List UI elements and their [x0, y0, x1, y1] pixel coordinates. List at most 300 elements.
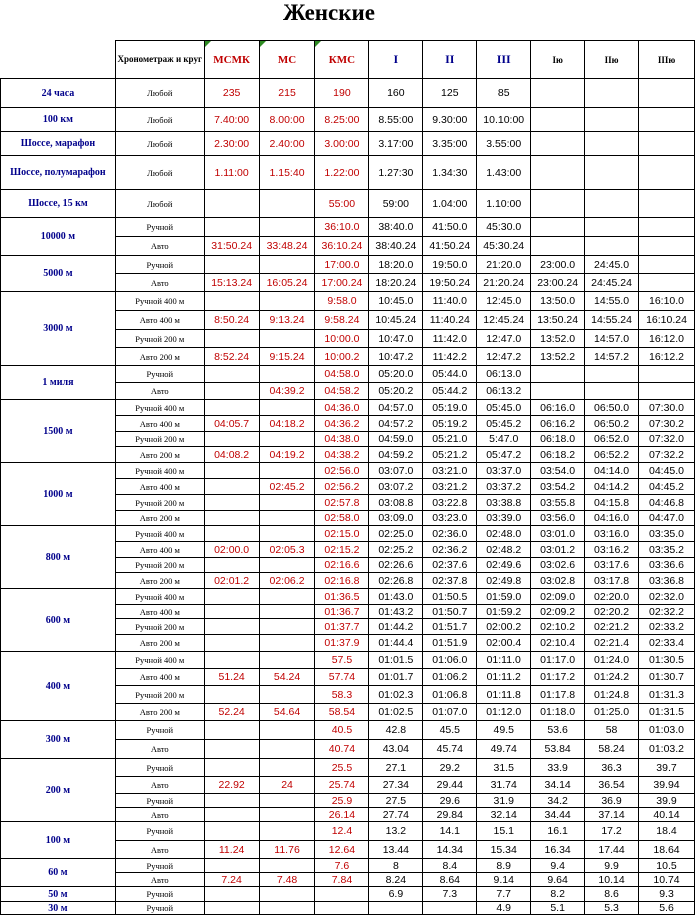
table-row — [1, 218, 695, 237]
distance-label: 3000 м — [1, 292, 116, 366]
value-cell: 04:39.2 — [259, 383, 315, 400]
value-cell: 5.1 — [531, 902, 585, 915]
value-cell: 01:30.7 — [639, 669, 695, 686]
method-label: Авто 200 м — [115, 573, 204, 589]
value-cell: 03:16.2 — [585, 542, 639, 558]
value-cell: 04:18.2 — [259, 416, 315, 432]
distance-label: 10000 м — [1, 218, 116, 256]
value-cell: 51.24 — [204, 669, 259, 686]
value-cell: 04:36.2 — [315, 416, 369, 432]
value-cell: 01:43.0 — [369, 589, 423, 605]
value-cell — [204, 759, 259, 777]
value-cell: 03:09.0 — [369, 511, 423, 526]
value-cell: 02:49.6 — [477, 558, 531, 573]
method-label: Ручной — [115, 721, 204, 740]
value-cell: 40.14 — [639, 808, 695, 822]
distance-label: 50 м — [1, 887, 116, 902]
value-cell: 04:15.8 — [585, 495, 639, 511]
value-cell: 02:09.2 — [531, 605, 585, 619]
value-cell: 11:42.0 — [423, 330, 477, 348]
value-cell: 5.6 — [639, 902, 695, 915]
method-label: Авто — [115, 873, 204, 887]
value-cell: 02:45.2 — [259, 479, 315, 495]
value-cell: 24 — [259, 777, 315, 794]
value-cell — [204, 526, 259, 542]
method-label: Ручной 200 м — [115, 619, 204, 635]
value-cell: 54.64 — [259, 704, 315, 721]
value-cell: 8.64 — [423, 873, 477, 887]
method-label: Авто 400 м — [115, 669, 204, 686]
value-cell: 16:10.0 — [639, 292, 695, 311]
value-cell: 02:00.0 — [204, 542, 259, 558]
value-cell — [259, 759, 315, 777]
value-cell — [204, 463, 259, 479]
value-cell: 39.9 — [639, 794, 695, 808]
value-cell — [531, 108, 585, 132]
method-label: Любой — [115, 108, 204, 132]
value-cell: 04:14.0 — [585, 463, 639, 479]
value-cell — [259, 822, 315, 841]
value-cell: 1.15:40 — [259, 156, 315, 190]
distance-label: 30 м — [1, 902, 116, 915]
value-cell: 4.9 — [477, 902, 531, 915]
value-cell: 10.10:00 — [477, 108, 531, 132]
value-cell: 02:49.8 — [477, 573, 531, 589]
value-cell: 01:03.2 — [639, 740, 695, 759]
value-cell: 36.3 — [585, 759, 639, 777]
value-cell: 06:13.2 — [477, 383, 531, 400]
value-cell: 53.84 — [531, 740, 585, 759]
value-cell: 58.54 — [315, 704, 369, 721]
value-cell: 1.22:00 — [315, 156, 369, 190]
value-cell: 13:50.24 — [531, 311, 585, 330]
value-cell: 7.40:00 — [204, 108, 259, 132]
value-cell — [204, 511, 259, 526]
table-row — [1, 859, 695, 873]
value-cell — [639, 256, 695, 274]
value-cell — [204, 400, 259, 416]
value-cell: 03:02.6 — [531, 558, 585, 573]
value-cell: 01:59.2 — [477, 605, 531, 619]
value-cell — [639, 132, 695, 156]
value-cell: 13:52.2 — [531, 348, 585, 366]
value-cell — [585, 132, 639, 156]
value-cell: 01:31.5 — [639, 704, 695, 721]
value-cell: 02:33.2 — [639, 619, 695, 635]
value-cell: 02:06.2 — [259, 573, 315, 589]
value-cell: 03:17.6 — [585, 558, 639, 573]
value-cell — [204, 432, 259, 447]
value-cell — [585, 237, 639, 256]
value-cell: 12:45.24 — [477, 311, 531, 330]
value-cell — [204, 383, 259, 400]
table-row — [1, 822, 695, 841]
col-header-youth-2: IIю — [585, 41, 639, 79]
value-cell: 13:52.0 — [531, 330, 585, 348]
value-cell: 02:01.2 — [204, 573, 259, 589]
value-cell: 18.4 — [639, 822, 695, 841]
method-label: Любой — [115, 190, 204, 218]
value-cell: 03:35.0 — [639, 526, 695, 542]
value-cell: 17:00.24 — [315, 274, 369, 292]
value-cell: 02:21.4 — [585, 635, 639, 652]
method-label: Ручной — [115, 887, 204, 902]
value-cell: 06:50.0 — [585, 400, 639, 416]
value-cell: 01:07.0 — [423, 704, 477, 721]
value-cell: 03:22.8 — [423, 495, 477, 511]
method-label: Авто 200 м — [115, 511, 204, 526]
value-cell — [531, 156, 585, 190]
value-cell: 01:25.0 — [585, 704, 639, 721]
value-cell: 03:37.2 — [477, 479, 531, 495]
method-label: Авто 200 м — [115, 635, 204, 652]
value-cell: 02:05.3 — [259, 542, 315, 558]
value-cell: 29.2 — [423, 759, 477, 777]
value-cell — [259, 463, 315, 479]
value-cell: 27.1 — [369, 759, 423, 777]
value-cell: 27.34 — [369, 777, 423, 794]
value-cell: 11:40.0 — [423, 292, 477, 311]
value-cell — [204, 686, 259, 704]
value-cell: 01:44.2 — [369, 619, 423, 635]
value-cell — [204, 256, 259, 274]
norms-table — [0, 40, 695, 915]
value-cell: 01:02.3 — [369, 686, 423, 704]
value-cell: 14.34 — [423, 841, 477, 859]
value-cell: 04:14.2 — [585, 479, 639, 495]
value-cell — [204, 808, 259, 822]
value-cell: 02:57.8 — [315, 495, 369, 511]
value-cell: 03:08.8 — [369, 495, 423, 511]
value-cell: 01:11.8 — [477, 686, 531, 704]
value-cell: 02:32.0 — [639, 589, 695, 605]
value-cell — [639, 156, 695, 190]
value-cell: 31:50.24 — [204, 237, 259, 256]
value-cell — [639, 218, 695, 237]
method-label: Авто 200 м — [115, 348, 204, 366]
value-cell: 02:37.6 — [423, 558, 477, 573]
method-label: Ручной — [115, 759, 204, 777]
distance-label: Шоссе, 15 км — [1, 190, 116, 218]
value-cell — [204, 366, 259, 383]
value-cell: 03:55.8 — [531, 495, 585, 511]
value-cell: 23:00.24 — [531, 274, 585, 292]
table-row — [1, 108, 695, 132]
value-cell: 04:45.2 — [639, 479, 695, 495]
value-cell — [204, 495, 259, 511]
table-row — [1, 759, 695, 777]
value-cell: 03:21.2 — [423, 479, 477, 495]
distance-label: 600 м — [1, 589, 116, 652]
value-cell — [259, 190, 315, 218]
value-cell: 31.74 — [477, 777, 531, 794]
value-cell — [259, 366, 315, 383]
value-cell: 54.24 — [259, 669, 315, 686]
page-title: Женские — [283, 0, 375, 25]
value-cell: 85 — [477, 79, 531, 108]
value-cell: 03:17.8 — [585, 573, 639, 589]
value-cell: 13:50.0 — [531, 292, 585, 311]
value-cell — [315, 887, 369, 902]
value-cell: 03:01.2 — [531, 542, 585, 558]
value-cell — [259, 652, 315, 669]
table-row — [1, 156, 695, 190]
value-cell: 02:37.8 — [423, 573, 477, 589]
value-cell: 04:38.0 — [315, 432, 369, 447]
value-cell: 01:17.0 — [531, 652, 585, 669]
value-cell: 8.9 — [477, 859, 531, 873]
value-cell: 02:15.2 — [315, 542, 369, 558]
value-cell — [639, 79, 695, 108]
method-label: Авто — [115, 237, 204, 256]
value-cell: 03:07.0 — [369, 463, 423, 479]
value-cell: 05:47.2 — [477, 447, 531, 463]
value-cell — [585, 156, 639, 190]
value-cell: 12.64 — [315, 841, 369, 859]
value-cell — [204, 652, 259, 669]
value-cell: 02:09.0 — [531, 589, 585, 605]
value-cell: 01:31.3 — [639, 686, 695, 704]
value-cell: 04:47.0 — [639, 511, 695, 526]
value-cell: 27.74 — [369, 808, 423, 822]
col-header-youth-1: Iю — [531, 41, 585, 79]
method-label: Ручной 400 м — [115, 292, 204, 311]
value-cell — [259, 330, 315, 348]
value-cell: 36.9 — [585, 794, 639, 808]
value-cell — [259, 619, 315, 635]
value-cell: 8.2 — [531, 887, 585, 902]
value-cell: 42.8 — [369, 721, 423, 740]
value-cell: 01:37.7 — [315, 619, 369, 635]
value-cell: 03:36.8 — [639, 573, 695, 589]
value-cell: 21:20.0 — [477, 256, 531, 274]
value-cell: 04:59.2 — [369, 447, 423, 463]
col-header-rank-3: III — [477, 41, 531, 79]
value-cell: 06:13.0 — [477, 366, 531, 383]
value-cell: 33:48.24 — [259, 237, 315, 256]
value-cell: 45.5 — [423, 721, 477, 740]
value-cell: 33.9 — [531, 759, 585, 777]
value-cell: 02:16.8 — [315, 573, 369, 589]
distance-label: 60 м — [1, 859, 116, 887]
value-cell — [259, 400, 315, 416]
value-cell — [204, 887, 259, 902]
value-cell: 15:13.24 — [204, 274, 259, 292]
value-cell — [259, 432, 315, 447]
value-cell: 04:59.0 — [369, 432, 423, 447]
method-label: Авто — [115, 274, 204, 292]
value-cell: 03:54.2 — [531, 479, 585, 495]
method-label: Авто — [115, 777, 204, 794]
value-cell: 03:35.2 — [639, 542, 695, 558]
value-cell: 03:07.2 — [369, 479, 423, 495]
value-cell: 18.64 — [639, 841, 695, 859]
method-label: Ручной — [115, 366, 204, 383]
value-cell: 14.1 — [423, 822, 477, 841]
value-cell: 2.30:00 — [204, 132, 259, 156]
value-cell: 01:50.5 — [423, 589, 477, 605]
value-cell: 12.4 — [315, 822, 369, 841]
value-cell: 10.5 — [639, 859, 695, 873]
value-cell — [259, 635, 315, 652]
value-cell — [204, 330, 259, 348]
col-header-rank-1: I — [369, 41, 423, 79]
distance-label: 100 км — [1, 108, 116, 132]
value-cell: 01:43.2 — [369, 605, 423, 619]
col-header-ms: МС — [259, 41, 315, 79]
value-cell: 02:36.0 — [423, 526, 477, 542]
value-cell: 29.84 — [423, 808, 477, 822]
value-cell: 9:15.24 — [259, 348, 315, 366]
value-cell: 41:50.24 — [423, 237, 477, 256]
value-cell: 25.9 — [315, 794, 369, 808]
method-label: Ручной 400 м — [115, 589, 204, 605]
value-cell: 16:12.2 — [639, 348, 695, 366]
value-cell: 05:21.0 — [423, 432, 477, 447]
value-cell: 32.14 — [477, 808, 531, 822]
method-label: Ручной — [115, 822, 204, 841]
value-cell: 49.74 — [477, 740, 531, 759]
value-cell: 9.4 — [531, 859, 585, 873]
value-cell: 04:57.0 — [369, 400, 423, 416]
value-cell: 03:36.6 — [639, 558, 695, 573]
value-cell: 6.9 — [369, 887, 423, 902]
value-cell: 7.7 — [477, 887, 531, 902]
value-cell — [639, 274, 695, 292]
value-cell: 24:45.24 — [585, 274, 639, 292]
value-cell — [204, 218, 259, 237]
value-cell: 40.5 — [315, 721, 369, 740]
value-cell: 19:50.0 — [423, 256, 477, 274]
value-cell — [259, 495, 315, 511]
value-cell: 03:16.0 — [585, 526, 639, 542]
value-cell: 05:44.0 — [423, 366, 477, 383]
value-cell: 16:05.24 — [259, 274, 315, 292]
value-cell — [204, 822, 259, 841]
value-cell: 49.5 — [477, 721, 531, 740]
table-row — [1, 652, 695, 669]
value-cell: 01:17.2 — [531, 669, 585, 686]
value-cell: 55:00 — [315, 190, 369, 218]
table-row — [1, 132, 695, 156]
col-header-msmk: МСМК — [204, 41, 259, 79]
value-cell: 03:02.8 — [531, 573, 585, 589]
value-cell: 03:56.0 — [531, 511, 585, 526]
value-cell — [204, 794, 259, 808]
value-cell: 04:57.2 — [369, 416, 423, 432]
value-cell: 37.14 — [585, 808, 639, 822]
value-cell: 01:24.0 — [585, 652, 639, 669]
method-label: Авто — [115, 841, 204, 859]
value-cell: 40.74 — [315, 740, 369, 759]
value-cell: 05:44.2 — [423, 383, 477, 400]
value-cell: 7.48 — [259, 873, 315, 887]
value-cell: 43.04 — [369, 740, 423, 759]
value-cell: 01:59.0 — [477, 589, 531, 605]
value-cell: 38:40.24 — [369, 237, 423, 256]
value-cell: 11:42.2 — [423, 348, 477, 366]
value-cell: 05:19.0 — [423, 400, 477, 416]
table-row — [1, 526, 695, 542]
table-row — [1, 721, 695, 740]
method-label: Ручной 200 м — [115, 432, 204, 447]
value-cell: 1.10:00 — [477, 190, 531, 218]
value-cell: 01:18.0 — [531, 704, 585, 721]
value-cell: 9.64 — [531, 873, 585, 887]
norms-table-body — [1, 79, 695, 915]
value-cell: 07:30.0 — [639, 400, 695, 416]
value-cell: 19:50.24 — [423, 274, 477, 292]
table-row — [1, 589, 695, 605]
value-cell — [259, 721, 315, 740]
value-cell: 58.24 — [585, 740, 639, 759]
value-cell: 25.5 — [315, 759, 369, 777]
value-cell: 02:56.0 — [315, 463, 369, 479]
value-cell: 27.5 — [369, 794, 423, 808]
method-label: Ручной 400 м — [115, 400, 204, 416]
method-label: Ручной — [115, 256, 204, 274]
value-cell: 125 — [423, 79, 477, 108]
value-cell — [259, 686, 315, 704]
value-cell: 05:45.0 — [477, 400, 531, 416]
value-cell: 39.7 — [639, 759, 695, 777]
value-cell — [259, 902, 315, 915]
distance-label: 24 часа — [1, 79, 116, 108]
method-label: Авто 400 м — [115, 605, 204, 619]
value-cell — [204, 479, 259, 495]
col-header-youth-3: IIIю — [639, 41, 695, 79]
value-cell: 3.55:00 — [477, 132, 531, 156]
value-cell — [204, 292, 259, 311]
method-label: Ручной — [115, 218, 204, 237]
distance-label: 400 м — [1, 652, 116, 721]
value-cell: 29.44 — [423, 777, 477, 794]
value-cell: 01:50.7 — [423, 605, 477, 619]
value-cell: 02:21.2 — [585, 619, 639, 635]
value-cell — [259, 605, 315, 619]
value-cell: 9:58.0 — [315, 292, 369, 311]
value-cell: 01:51.9 — [423, 635, 477, 652]
value-cell: 04:58.2 — [315, 383, 369, 400]
method-label: Авто 400 м — [115, 311, 204, 330]
value-cell: 01:36.7 — [315, 605, 369, 619]
distance-label: 300 м — [1, 721, 116, 759]
corner-cell — [1, 41, 116, 79]
value-cell: 160 — [369, 79, 423, 108]
value-cell: 31.9 — [477, 794, 531, 808]
distance-label: 1000 м — [1, 463, 116, 526]
method-label: Авто 400 м — [115, 479, 204, 495]
value-cell: 235 — [204, 79, 259, 108]
value-cell: 13.44 — [369, 841, 423, 859]
value-cell: 03:38.8 — [477, 495, 531, 511]
value-cell: 02:25.0 — [369, 526, 423, 542]
value-cell: 1.27:30 — [369, 156, 423, 190]
value-cell: 39.94 — [639, 777, 695, 794]
method-label: Авто — [115, 808, 204, 822]
value-cell: 01:36.5 — [315, 589, 369, 605]
value-cell: 18:20.24 — [369, 274, 423, 292]
value-cell — [259, 887, 315, 902]
value-cell — [639, 190, 695, 218]
value-cell: 04:45.0 — [639, 463, 695, 479]
value-cell: 04:46.8 — [639, 495, 695, 511]
value-cell: 04:36.0 — [315, 400, 369, 416]
value-cell: 02:26.8 — [369, 573, 423, 589]
value-cell: 06:18.0 — [531, 432, 585, 447]
value-cell: 1.11:00 — [204, 156, 259, 190]
value-cell: 02:48.2 — [477, 542, 531, 558]
